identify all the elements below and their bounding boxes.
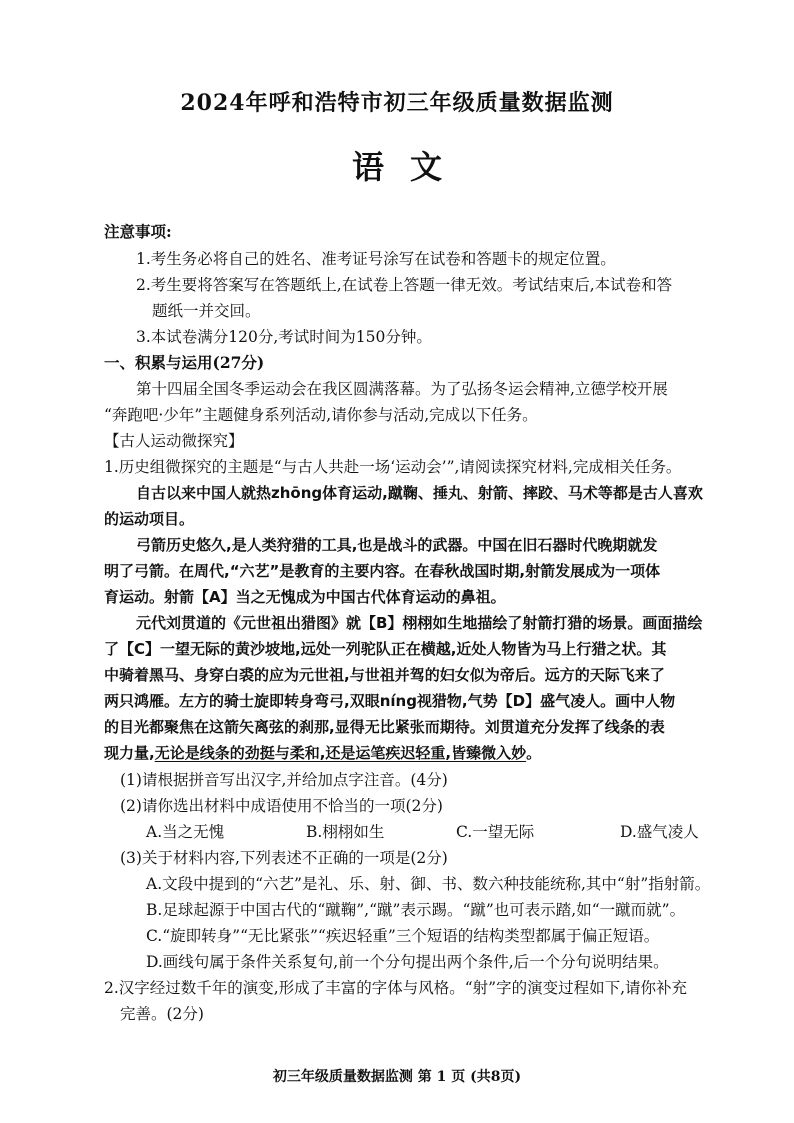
- passage-line: 中骑着黑马、身穿白裘的应为元世祖,与世祖并驾的妇女似为帝后。远方的天际飞来了: [104, 666, 665, 684]
- underlined-sentence: 无论是线条的劲挺与柔和,还是运笔疾迟轻重,皆臻微入妙: [154, 744, 527, 762]
- task-label: 【古人运动微探究】: [104, 432, 244, 450]
- passage-line: 了【C】一望无际的黄沙坡地,远处一列驼队正在横越,近处人物皆为马上行猎之状。其: [104, 640, 667, 658]
- passage-line: 元代刘贯道的《元世祖出猎图》就【B】栩栩如生地描绘了射箭打猎的场景。画面描绘: [136, 614, 703, 632]
- section-intro: “奔跑吧·少年”主题健身系列活动,请你参与活动,完成以下任务。: [104, 406, 538, 424]
- sub-question-2: (2)请你选出材料中成语使用不恰当的一项(2分): [120, 797, 443, 815]
- page-footer: 初三年级质量数据监测 第 1 页 (共8页): [272, 1069, 522, 1085]
- passage-line: 两只鸿雁。左方的骑士旋即转身弯弓,双眼níng视猎物,气势【D】盛气凌人。画中人物: [104, 692, 676, 710]
- passage-line: 明了弓箭。在周代,“六艺”是教育的主要内容。在春秋战国时期,射箭发展成为一项体: [104, 562, 661, 580]
- option-c: C.一望无际: [456, 823, 535, 841]
- sub-question-1: (1)请根据拼音写出汉字,并给加点字注音。(4分): [120, 771, 448, 789]
- passage-line: 的目光都聚焦在这箭矢离弦的刹那,显得无比紧张而期待。刘贯道充分发挥了线条的表: [104, 718, 665, 736]
- exam-title: 2024年呼和浩特市初三年级质量数据监测: [180, 90, 614, 116]
- passage-line: [104, 742, 541, 763]
- passage-line: 弓箭历史悠久,是人类狩猎的工具,也是战斗的武器。中国在旧石器时代晚期就发: [136, 536, 658, 554]
- subject-title: 语文: [351, 148, 468, 186]
- passage-line: 育运动。射箭【A】当之无愧成为中国古代体育运动的鼻祖。: [104, 588, 506, 606]
- passage-text: 。: [526, 744, 542, 762]
- option-a: A.文段中提到的“六艺”是礼、乐、射、御、书、数六种技能统称,其中“射”指射箭。: [146, 875, 711, 893]
- passage-line: 自古以来中国人就热zhōng体育运动,蹴鞠、捶丸、射箭、摔跤、马术等都是古人喜欢: [136, 484, 703, 502]
- note-item: 3.本试卷满分120分,考试时间为150分钟。: [136, 328, 432, 346]
- option-d: D.画线句属于条件关系复句,前一个分句提出两个条件,后一个分句说明结果。: [146, 953, 669, 971]
- section-heading: 一、积累与运用(27分): [104, 353, 265, 372]
- notes-heading: 注意事项:: [104, 222, 172, 241]
- question-2-stem: 完善。(2分): [120, 1005, 204, 1023]
- sub-question-3: (3)关于材料内容,下列表述不正确的一项是(2分): [120, 849, 448, 867]
- note-item: 1.考生务必将自己的姓名、准考证号涂写在试卷和答题卡的规定位置。: [136, 250, 616, 268]
- option-c: C.“旋即转身”“无比紧张”“疾迟轻重”三个短语的结构类型都属于偏正短语。: [146, 927, 660, 945]
- passage-line: 的运动项目。: [104, 510, 195, 528]
- option-b: B.足球起源于中国古代的“蹴鞠”,“蹴”表示踢。“蹴”也可表示踏,如“一蹴而就”。: [146, 901, 686, 919]
- option-a: A.当之无愧: [146, 823, 225, 841]
- option-b: B.栩栩如生: [306, 823, 385, 841]
- option-d: D.盛气凌人: [620, 823, 699, 841]
- question-2-stem: 2.汉字经过数千年的演变,形成了丰富的字体与风格。“射”字的演变过程如下,请你补充: [104, 979, 687, 997]
- question-1-stem: 1.历史组微探究的主题是“与古人共赴一场‘运动会’”,请阅读探究材料,完成相关任务。: [104, 458, 682, 476]
- section-intro: 第十四届全国冬季运动会在我区圆满落幕。为了弘扬冬运会精神,立德学校开展: [136, 380, 668, 398]
- note-item: 题纸一并交回。: [152, 302, 261, 320]
- passage-text: 现力量,: [104, 744, 155, 762]
- note-item: 2.考生要将答案写在答题纸上,在试卷上答题一律无效。考试结束后,本试卷和答: [136, 276, 673, 294]
